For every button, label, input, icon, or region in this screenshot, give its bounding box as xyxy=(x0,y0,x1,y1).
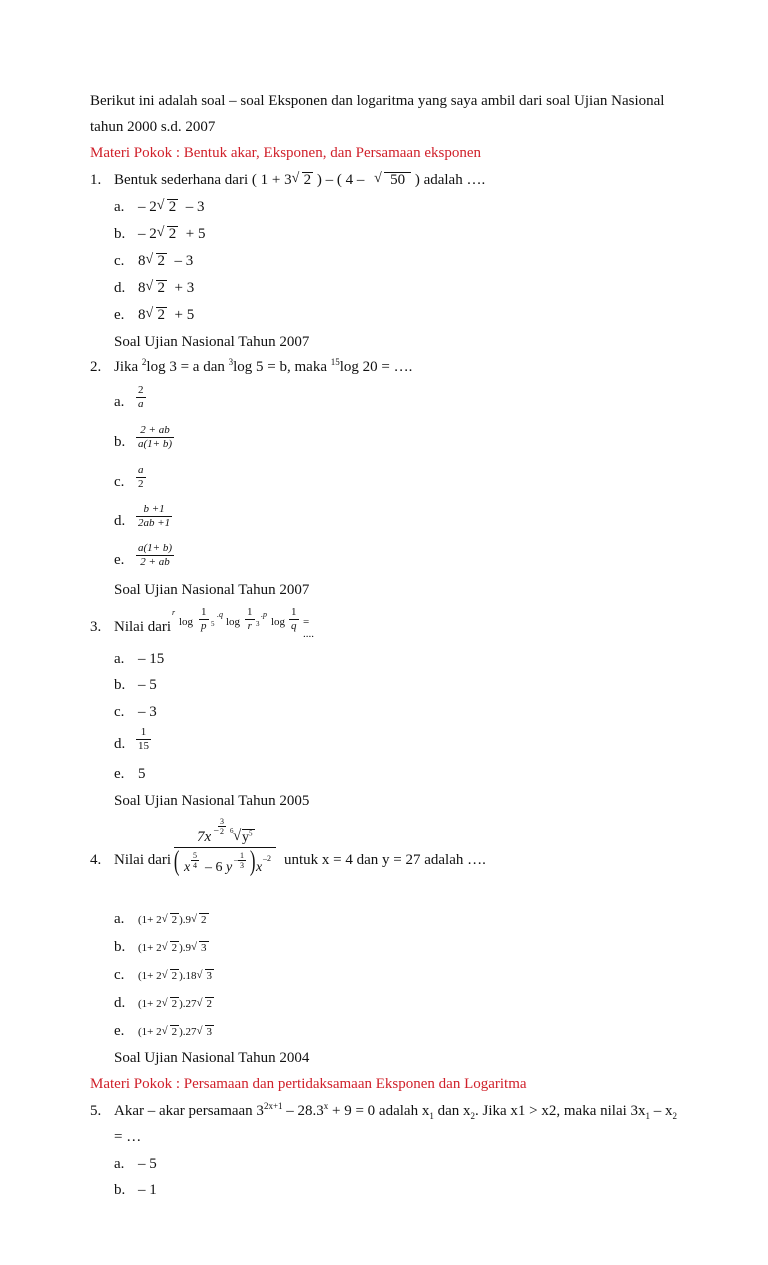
numerator: 2 + ab xyxy=(136,424,174,438)
radicand: 3 xyxy=(201,942,207,954)
option-letter: a. xyxy=(114,651,125,667)
option-value xyxy=(138,279,194,297)
option-letter: e. xyxy=(114,307,125,323)
fraction xyxy=(136,542,174,569)
question-source: Soal Ujian Nasional Tahun 2007 xyxy=(114,582,310,598)
sqrt-symbol: √ 2 xyxy=(161,913,178,926)
q2-part: log 20 = …. xyxy=(339,359,413,375)
log-base: .q xyxy=(217,610,223,619)
exp-sign: – xyxy=(214,825,219,835)
option-value: – 5 xyxy=(138,1156,157,1172)
exponent: 2x+1 xyxy=(263,1101,283,1111)
q2-part: Jika xyxy=(114,359,142,375)
radicand: 2 xyxy=(168,226,177,242)
option-letter: b. xyxy=(114,939,126,955)
option-letter: e. xyxy=(114,552,125,568)
root-index: 6 xyxy=(230,827,234,835)
option-post: – 3 xyxy=(174,253,194,269)
denominator: 2 xyxy=(220,827,224,836)
option-letter: a. xyxy=(114,199,125,215)
option-value: – 5 xyxy=(138,677,157,693)
subscript: 2 xyxy=(470,1111,475,1121)
numerator: 5 xyxy=(193,851,197,860)
option-pre: – 2 xyxy=(138,226,157,242)
denom-x2: x xyxy=(256,860,263,875)
question-number: 4. xyxy=(90,852,102,868)
fraction xyxy=(136,424,174,451)
radicand: 2 xyxy=(303,172,312,188)
option-pre: (1+ 2 xyxy=(138,1026,162,1038)
option-letter: e. xyxy=(114,1023,125,1039)
exp-sign: – xyxy=(234,855,238,864)
question-number: 5. xyxy=(90,1103,102,1119)
denominator: q xyxy=(291,620,297,632)
option-letter: a. xyxy=(114,394,125,410)
q2-part: log 3 = a dan xyxy=(146,359,229,375)
exponent-fraction xyxy=(218,817,226,836)
option-value xyxy=(138,1023,214,1041)
option-letter: e. xyxy=(114,766,125,782)
radicand: 3 xyxy=(206,1026,213,1038)
q1-text-b: ) – ( 4 – xyxy=(316,172,365,188)
sqrt-symbol: √ 2 xyxy=(145,279,165,296)
root-sign-icon: √ xyxy=(233,828,242,844)
option-mid: ).18 xyxy=(179,970,197,982)
option-letter: d. xyxy=(114,736,126,752)
option-letter: a. xyxy=(114,1156,125,1172)
option-letter: c. xyxy=(114,967,125,983)
numerator: 3 xyxy=(220,817,224,826)
fraction xyxy=(136,464,146,491)
fraction-bar xyxy=(174,847,276,848)
sqrt-symbol: √ 2 xyxy=(156,198,177,215)
exponent: 3 xyxy=(256,620,260,628)
option-letter: d. xyxy=(114,280,126,296)
sqrt-symbol: √ 2 xyxy=(291,171,312,188)
denominator: 4 xyxy=(193,861,197,870)
option-value xyxy=(138,967,214,985)
q5-part: . Jika x1 > x2, maka nilai 3x xyxy=(475,1103,646,1119)
root-base: y xyxy=(242,830,249,845)
q1-text-c: ) adalah …. xyxy=(414,172,486,188)
option-letter: d. xyxy=(114,995,126,1011)
numerator: 1 xyxy=(136,726,151,740)
radicand: 2 xyxy=(171,914,178,926)
question-number: 1. xyxy=(90,172,102,188)
option-letter: b. xyxy=(114,434,126,450)
radicand: 2 xyxy=(171,1026,178,1038)
question-source: Soal Ujian Nasional Tahun 2005 xyxy=(114,793,310,809)
radicand: 3 xyxy=(206,970,213,982)
log-word: log xyxy=(179,616,194,628)
sqrt-symbol: √ 3 xyxy=(196,969,213,982)
log-base: 15 xyxy=(330,357,340,367)
option-post: – 3 xyxy=(185,199,205,215)
option-pre: (1+ 2 xyxy=(138,942,162,954)
sqrt-symbol: √ 2 xyxy=(191,913,207,926)
numerator: a(1+ b) xyxy=(138,542,172,554)
numerator: 1 xyxy=(247,606,253,618)
numerator: 2 xyxy=(138,384,144,396)
sqrt-symbol: √ 3 xyxy=(191,941,207,954)
radicand: 2 xyxy=(201,914,207,926)
option-value: 5 xyxy=(138,766,146,782)
option-letter: b. xyxy=(114,1182,126,1198)
root-exp: 5 xyxy=(249,829,253,838)
radicand: 50 xyxy=(384,172,411,188)
denominator: 15 xyxy=(138,740,149,752)
denominator: 2 xyxy=(138,478,144,490)
fraction xyxy=(245,606,255,633)
option-mid: ).27 xyxy=(179,998,197,1010)
denominator: a(1+ b) xyxy=(138,438,172,450)
intro-line-2: tahun 2000 s.d. 2007 xyxy=(90,119,216,135)
q5-part: dan x xyxy=(433,1103,471,1119)
denominator: 3 xyxy=(240,861,244,870)
denominator: 2 + ab xyxy=(140,556,170,568)
question-text xyxy=(114,1102,677,1120)
option-value xyxy=(138,225,205,243)
section-heading-1: Materi Pokok : Bentuk akar, Eksponen, dan Persamaan eksponen xyxy=(90,145,481,161)
option-value: – 15 xyxy=(138,651,165,667)
denominator: 2ab +1 xyxy=(138,517,171,529)
question-text xyxy=(114,171,485,189)
sqrt-symbol: √ 2 xyxy=(145,252,165,269)
exponent: –2 xyxy=(263,854,271,863)
fraction xyxy=(289,606,299,633)
option-letter: c. xyxy=(114,704,125,720)
fraction xyxy=(136,726,151,753)
option-post: + 5 xyxy=(185,226,206,242)
log-base: r xyxy=(172,608,176,617)
section-heading-2: Materi Pokok : Persamaan dan pertidaksamaan Eksponen dan Logaritma xyxy=(90,1076,527,1092)
radicand: 2 xyxy=(168,199,177,215)
option-pre: 8 xyxy=(138,253,146,269)
numerator: b +1 xyxy=(136,503,172,517)
radicand: 2 xyxy=(157,253,165,269)
option-value: – 1 xyxy=(138,1182,157,1198)
log-word: log xyxy=(226,616,241,628)
log-base: 2 xyxy=(141,357,147,367)
radicand: 2 xyxy=(171,970,178,982)
radicand: 2 xyxy=(171,998,178,1010)
question-tail: untuk x = 4 dan y = 27 adalah …. xyxy=(284,852,486,868)
option-mid: ).9 xyxy=(179,914,192,926)
fraction xyxy=(136,503,172,530)
log-word: log xyxy=(271,616,286,628)
q2-part: log 5 = b, maka xyxy=(233,359,331,375)
fraction xyxy=(136,384,146,411)
option-value xyxy=(138,939,209,957)
denominator: r xyxy=(247,620,252,632)
q5-part: – x xyxy=(650,1103,673,1119)
question-source: Soal Ujian Nasional Tahun 2004 xyxy=(114,1050,310,1066)
sqrt-symbol: √ 2 xyxy=(156,225,177,242)
denominator: a xyxy=(138,398,144,410)
denominator: p xyxy=(201,620,207,632)
numerator: a xyxy=(138,464,144,476)
radicand: 2 xyxy=(206,998,213,1010)
subscript: 1 xyxy=(645,1111,651,1121)
radicand: 2 xyxy=(157,280,165,296)
log-base: .p xyxy=(261,610,267,619)
root-radicand xyxy=(242,829,255,845)
option-post: + 5 xyxy=(174,307,195,323)
option-value xyxy=(138,306,194,324)
sqrt-symbol: √ 3 xyxy=(196,1025,213,1038)
q1-text-a: Bentuk sederhana dari ( 1 + 3 xyxy=(114,172,292,188)
denom-minus: – 6 xyxy=(205,860,223,875)
exponent-fraction xyxy=(191,851,199,870)
question-source: Soal Ujian Nasional Tahun 2007 xyxy=(114,334,310,350)
question-number: 3. xyxy=(90,619,102,635)
question-text: Nilai dari xyxy=(114,852,172,868)
radicand: 2 xyxy=(171,942,178,954)
denom-x: x xyxy=(184,860,191,875)
log-expression xyxy=(172,606,322,640)
option-pre: (1+ 2 xyxy=(138,914,162,926)
q5-part: – 28.3 xyxy=(282,1103,324,1119)
option-post: + 3 xyxy=(174,280,195,296)
option-pre: (1+ 2 xyxy=(138,998,162,1010)
big-fraction xyxy=(172,814,280,878)
q5-part: + 9 = 0 adalah x xyxy=(328,1103,430,1119)
option-letter: d. xyxy=(114,513,126,529)
numerator: 1 xyxy=(291,606,297,618)
numerator: 1 xyxy=(201,606,207,618)
exponent-fraction xyxy=(238,851,246,870)
question-text: Nilai dari xyxy=(114,619,172,635)
radicand: 2 xyxy=(157,307,165,323)
question-5-line-2: = … xyxy=(114,1129,142,1145)
option-letter: c. xyxy=(114,474,125,490)
option-pre: (1+ 2 xyxy=(138,970,162,982)
subscript: 1 xyxy=(429,1111,434,1121)
sqrt-symbol: √ 2 xyxy=(161,1025,178,1038)
option-value xyxy=(138,252,193,270)
sqrt-symbol: √ 2 xyxy=(161,941,178,954)
option-letter: b. xyxy=(114,677,126,693)
option-value xyxy=(138,995,214,1013)
question-number: 2. xyxy=(90,359,102,375)
sqrt-symbol: √ 2 xyxy=(196,997,213,1010)
option-letter: b. xyxy=(114,226,126,242)
q5-part: Akar – akar persamaan 3 xyxy=(114,1103,264,1119)
option-value xyxy=(138,198,205,216)
exponent: x xyxy=(323,1101,329,1111)
log-base: 3 xyxy=(228,357,234,367)
sqrt-symbol: √ 2 xyxy=(161,997,178,1010)
left-paren-icon: ( xyxy=(173,846,180,877)
intro-line-1: Berikut ini adalah soal – soal Eksponen dan logaritma yang saya ambil dari soal Ujian Nasional xyxy=(90,93,665,109)
sqrt-symbol: √ 2 xyxy=(161,969,178,982)
numerator: 1 xyxy=(240,851,244,860)
option-mid: ).9 xyxy=(179,942,192,954)
option-value xyxy=(138,911,209,929)
exponent: 5 xyxy=(211,620,215,628)
option-letter: a. xyxy=(114,911,125,927)
question-text xyxy=(114,358,412,376)
subscript: 2 xyxy=(672,1111,678,1121)
option-pre: 8 xyxy=(138,280,146,296)
option-value: – 3 xyxy=(138,704,157,720)
option-pre: – 2 xyxy=(138,199,157,215)
sqrt-symbol: √ 2 xyxy=(145,306,165,323)
option-letter: c. xyxy=(114,253,125,269)
equals-tail: = .... xyxy=(303,616,314,640)
right-paren-icon: ) xyxy=(249,846,256,877)
denom-y: y xyxy=(226,860,233,875)
option-pre: 8 xyxy=(138,307,146,323)
sqrt-symbol: √ 50 xyxy=(374,171,411,189)
numer-coef: 7x xyxy=(197,829,212,845)
option-mid: ).27 xyxy=(179,1026,197,1038)
fraction xyxy=(199,606,209,633)
